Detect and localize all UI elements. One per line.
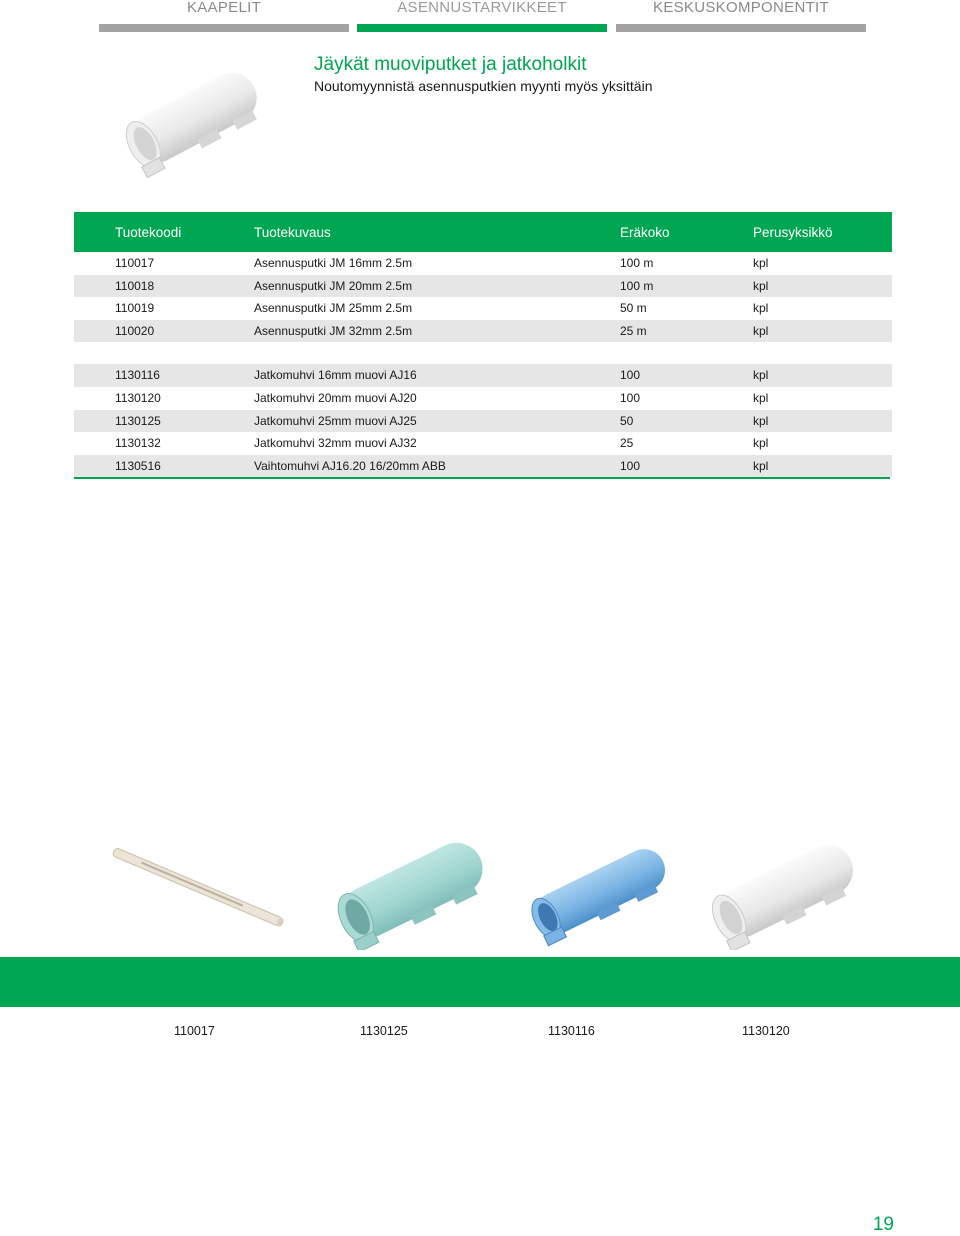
coupler-blue-image [506,826,686,950]
table-row [74,432,892,455]
nav-tab-label: KESKUSKOMPONENTIT [653,0,829,16]
coupler-white-image [690,826,870,950]
nav-tab-keskuskomponentit[interactable] [616,0,866,34]
column-header-lot-size: Eräkoko [620,225,670,240]
cell-lot-size: 50 [620,413,634,428]
page-title: Jäykät muoviputket ja jatkoholkit [314,54,587,75]
nav-tab-kaapelit[interactable] [99,0,349,34]
nav-tab-bar-active [357,24,607,32]
cell-unit: kpl [753,256,769,270]
cell-description: Jatkomuhvi 16mm muovi AJ16 [254,368,417,383]
column-header-unit: Perusyksikkö [753,225,833,240]
table-row [74,252,892,275]
cell-unit: kpl [753,301,769,316]
cell-code: 1130516 [115,458,161,473]
cell-lot-size: 25 m [620,323,647,338]
page-subtitle: Noutomyynnistä asennusputkien myynti myös yksittäin [314,78,653,94]
product-code-label: 110017 [174,1024,215,1038]
nav-tab-asennustarvikkeet[interactable] [357,0,607,34]
coupler-turquoise-image [318,826,498,950]
cell-code: 110018 [115,278,155,293]
table-row [74,297,892,320]
product-code-label: 1130120 [742,1024,790,1038]
cell-lot-size: 100 m [620,278,654,293]
cell-description: Asennusputki JM 32mm 2.5m [254,323,413,338]
cell-lot-size: 100 m [620,256,654,270]
cell-description: Jatkomuhvi 25mm muovi AJ25 [254,413,417,428]
cell-unit: kpl [753,323,769,338]
cell-description: Asennusputki JM 25mm 2.5m [254,301,413,316]
cell-description: Vaihtomuhvi AJ16.20 16/20mm ABB [254,458,446,473]
coupler-white-image [106,52,276,182]
table-row [74,320,892,343]
table-row [74,275,892,298]
table-row [74,410,892,433]
cell-lot-size: 50 m [620,301,647,316]
rigid-pipe-image [106,826,286,950]
cell-unit: kpl [753,413,769,428]
product-code-label: 1130116 [548,1024,595,1038]
nav-tab-label: ASENNUSTARVIKKEET [397,0,567,16]
cell-unit: kpl [753,458,769,473]
cell-unit: kpl [753,368,769,383]
cell-code: 1130125 [115,413,161,428]
table-row [74,387,892,410]
product-table [74,212,892,479]
table-spacer [74,342,892,364]
cell-description: Jatkomuhvi 20mm muovi AJ20 [254,390,417,405]
cell-unit: kpl [753,390,769,405]
page-number: 19 [872,1214,894,1235]
cell-unit: kpl [753,436,769,451]
cell-code: 110017 [115,256,155,270]
top-navigation [0,0,960,34]
product-code-label: 1130125 [360,1024,408,1038]
cell-description: Jatkomuhvi 32mm muovi AJ32 [254,436,417,451]
nav-tab-label: KAAPELIT [186,0,262,16]
table-row [74,364,892,387]
cell-lot-size: 100 [620,390,641,405]
cell-code: 110019 [115,301,155,316]
cell-lot-size: 25 [620,436,634,451]
cell-code: 1130132 [115,436,161,451]
table-row [74,455,892,478]
green-band [0,957,960,1007]
column-header-description: Tuotekuvaus [254,225,331,240]
cell-lot-size: 100 [620,458,641,473]
table-header [74,212,892,252]
column-header-code: Tuotekoodi [115,225,182,240]
table-bottom-rule [74,477,890,479]
cell-code: 1130116 [115,368,160,383]
nav-tab-bar [616,24,866,32]
nav-tab-bar [99,24,349,32]
cell-code: 110020 [115,323,155,338]
cell-code: 1130120 [115,390,161,405]
cell-description: Asennusputki JM 16mm 2.5m [254,256,413,270]
cell-lot-size: 100 [620,368,641,383]
cell-unit: kpl [753,278,769,293]
cell-description: Asennusputki JM 20mm 2.5m [254,278,413,293]
